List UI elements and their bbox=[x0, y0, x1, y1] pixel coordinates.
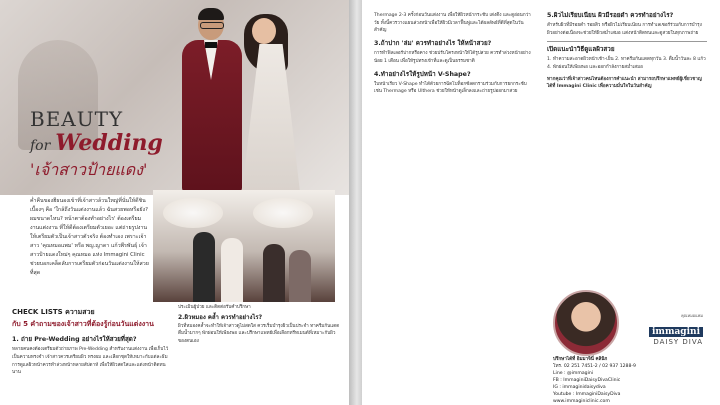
headline-wedding: Wedding bbox=[55, 130, 163, 156]
question-5-title: 5.ผิวไม่เรียบเนียน ผิวมีรอยดำ ควรทำอย่างไร? bbox=[547, 12, 674, 19]
question-1-continued: ประเมินผู้ป่วย และติดต่อรับคำปรึกษา bbox=[178, 305, 251, 310]
clinic-logo bbox=[633, 312, 703, 346]
headline-beauty: BEAUTY bbox=[30, 107, 124, 131]
contact-ig: IG : immaginidaisydiva bbox=[553, 385, 606, 390]
groom-figure bbox=[180, 10, 244, 192]
continued-text: Thermage 2-3 ครั้งก่อนวันแต่งงาน เพื่อให้ผิวหน้ากระชับ เต่งตึง และดูอ่อนกว่าวัย ทั้งนี้ควรวางแผนล่วงหน้าเพื่อให้ผิวมีเวลาฟื้นฟูและได้ผลลัพธ์ที่ดีที่สุดในวันสำคัญ bbox=[374, 13, 531, 34]
page-gutter bbox=[349, 0, 362, 405]
question-4-title: 4.ทำอย่างไรให้รูปหน้า V-Shape? bbox=[374, 70, 471, 78]
contact-info bbox=[553, 356, 713, 405]
right-page bbox=[362, 0, 720, 405]
contact-youtube: Youtube : ImmaginiDaisyDiva bbox=[553, 392, 621, 397]
checklist-section bbox=[12, 307, 172, 377]
contact-fb: FB : ImmaginiDaisyDivaClinic bbox=[553, 378, 621, 383]
question-5-text: สำหรับผิวที่มีรอยดำ รอยสิว หรือผิวไม่เรียบเนียน การทำเลเซอร์ร่วมกับการบำรุงผิวอย่างต่อเนื่องจะช่วยให้ผิวสม่ำเสมอ แต่งหน้าติดทนและดูสวยในทุกภาพถ่าย bbox=[547, 23, 702, 36]
right-column-1 bbox=[374, 12, 534, 96]
question-2-text: ผิวที่หมองคล้ำจะทำให้เจ้าสาวดูไม่สดใส ควรเริ่มบำรุงผิวเป็นประจำ ทาครีมกันแดด ดื่มน้ำมากๆ พักผ่อนให้เพียงพอ และปรึกษาแพทย์เพื่อเลือกทรีทเมนต์ที่เหมาะกับผิวของตนเอง bbox=[178, 323, 340, 345]
contact-tel: โทร. 02 251 7451-2 / 02 937 1288-9 bbox=[553, 364, 636, 369]
contact-website: www.immaginiclinic.com bbox=[553, 399, 610, 404]
logo-brand: immagini bbox=[649, 327, 703, 337]
question-1-text: หลายคนคงต้องเตรียมตัวถ่ายภาพ Pre-Wedding สำหรับงานแต่งงาน เพื่อเก็บไว้เป็นความทรงจำ เจ้าสาวควรเตรียมผิว ทรงผม และเลือกชุดให้เหมาะกับแต่ละธีม การดูแลผิวหน้าควรทำล่วงหน้าหลายสัปดาห์ เพื่อให้ผิวสดใสและแต่งหน้าติดทนนาน bbox=[12, 347, 169, 376]
question-3-title: 3.ถ้าปาก 'ล่ม' ควรทำอย่างไร ให้หน้าสวย? bbox=[374, 40, 492, 48]
logo-diva: DAISY DIVA bbox=[653, 338, 703, 346]
ceremony-photo bbox=[153, 190, 335, 302]
headline bbox=[30, 108, 163, 183]
closing-text: หากคุณว่าที่เจ้าสาวคนไหนต้องการคำแนะนำ สามารถปรึกษาแพทย์ผู้เชี่ยวชาญได้ที่ Immagini Clinic เพื่อความมั่นใจในวันสำคัญ bbox=[547, 76, 702, 90]
tips-text: 1. ทำความสะอาดผิวหน้าเช้า-เย็น 2. ทาครีมกันแดดทุกวัน 3. ดื่มน้ำวันละ 8 แก้ว 4. พักผ่อนให้เพียงพอ และออกกำลังกายสม่ำเสมอ bbox=[547, 57, 706, 70]
checklist-title: CHECK LISTS ความสวย bbox=[12, 308, 95, 316]
headline-for: for bbox=[30, 138, 51, 154]
contact-name: ปรึกษาได้ที่ อิมมาจินี่ คลินิก bbox=[553, 357, 608, 362]
logo-caption: คุณหมอแพม bbox=[681, 313, 703, 318]
question-4-text: ใบหน้าเรียว V-Shape ทำได้ด้วยการฉีดโบท็อกซ์ลดกรามร่วมกับการยกกระชับ เช่น Thermage หรือ Ulthera ช่วยให้หน้าดูเล็กลงและถ่ายรูปออกมาสวย bbox=[374, 81, 527, 95]
tips-title: เปิดแนะนำวิธีดูแลผิวสวย bbox=[547, 46, 615, 54]
divider bbox=[547, 41, 707, 42]
bride-figure bbox=[238, 16, 302, 192]
intro-paragraph: ค่ำคืนของฮีธนองเข้าที่เจ้าสาวล้วนใหญ่ที่นั่นให้ดีชินเบื้องๆ คือ 'ใกล้ถึงวันแต่งงานแล้ว ฉันสวยพอหรือยัง? ผมขนาดไหน? หน้าตาต้องทำอย่างไร' ต้องเตรียมงานแต่งงาน ที่ให้ดีต้องเตรียมตัวเยอะ แต่ถ่ายรูปงานให้เตรียมตัวเป็นเจ้าสาวตัวจริง ต้องทำเอง เพราะเจ้าสาว 'คุณหมอแพม' หรือ พญ.ญาดา แก้วพีรพันธุ์ เจ้าสาวป้ายแดงใหม่ๆ คุณหมอ แห่ง Immagini Clinic ช่วยบอกเคล็ดลับการเตรียมตัวก่อนวันแต่งงานให้สวยที่สุด bbox=[30, 198, 149, 276]
doctor-avatar bbox=[553, 290, 619, 356]
checklist-subtitle: กับ 5 คำถามของเจ้าสาวที่ต้องรู้ก่อนวันแต่งงาน bbox=[12, 320, 154, 328]
headline-thai: 'เจ้าสาวป้ายแดง' bbox=[30, 160, 148, 179]
doctor-profile bbox=[553, 290, 713, 404]
question-2-title: 2.ผิวหมอง คล้ำ ควรทำอย่างไร? bbox=[178, 313, 263, 321]
question-3-text: การทำฟิลเลอร์ปากหรือคาง ช่วยปรับโครงหน้าให้ได้รูปสวย ควรทำล่วงหน้าอย่างน้อย 1 เดือน เพื่อให้รูปทรงเข้าที่และดูเป็นธรรมชาติ bbox=[374, 51, 531, 64]
question-1-title: 1. ถ่าย Pre-Wedding อย่างไรให้สวยที่สุด? bbox=[12, 336, 137, 343]
right-column-2 bbox=[547, 12, 707, 91]
left-column-2 bbox=[178, 304, 340, 346]
contact-line: Line : @immagini bbox=[553, 371, 594, 376]
left-page bbox=[0, 0, 349, 405]
